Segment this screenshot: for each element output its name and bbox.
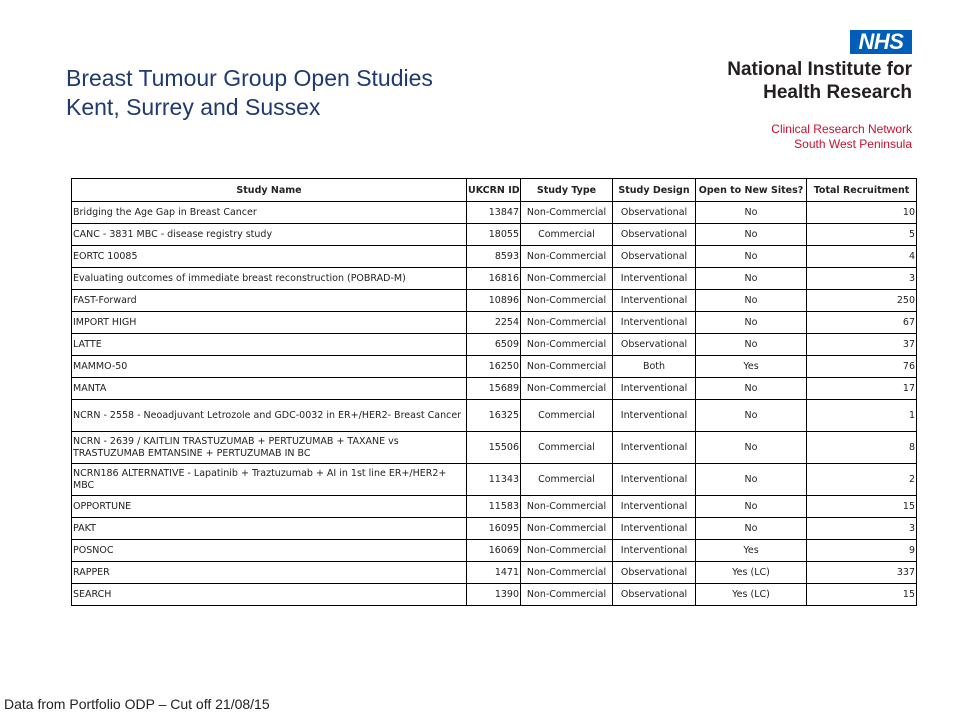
cell-study-type: Non-Commercial (521, 246, 613, 268)
table-row (72, 562, 917, 584)
cell-study-type: Non-Commercial (521, 312, 613, 334)
cell-study-name: MANTA (72, 378, 467, 400)
cell-study-name: OPPORTUNE (72, 496, 467, 518)
column-header-ukcrn-id: UKCRN ID (467, 179, 521, 202)
cell-study-design: Interventional (613, 540, 696, 562)
cell-open-to-new-sites: Yes (696, 356, 807, 378)
cell-open-to-new-sites: No (696, 224, 807, 246)
table-row (72, 400, 917, 432)
cell-study-name: Evaluating outcomes of immediate breast reconstruction (POBRAD-M) (72, 268, 467, 290)
crn-label (771, 122, 912, 152)
table-row (72, 334, 917, 356)
cell-open-to-new-sites: No (696, 432, 807, 464)
nihr-name (727, 58, 912, 104)
table-row (72, 246, 917, 268)
column-header-study-type: Study Type (521, 179, 613, 202)
cell-study-type: Non-Commercial (521, 562, 613, 584)
cell-study-design: Interventional (613, 464, 696, 496)
cell-study-design: Observational (613, 334, 696, 356)
cell-study-name: PAKT (72, 518, 467, 540)
cell-study-name: IMPORT HIGH (72, 312, 467, 334)
cell-study-type: Non-Commercial (521, 202, 613, 224)
page-title (66, 64, 433, 122)
cell-study-design: Interventional (613, 432, 696, 464)
cell-total-recruitment: 9 (807, 540, 917, 562)
studies-table (71, 178, 917, 606)
cell-study-name: SEARCH (72, 584, 467, 606)
cell-study-design: Interventional (613, 518, 696, 540)
cell-open-to-new-sites: No (696, 464, 807, 496)
cell-study-design: Observational (613, 224, 696, 246)
cell-open-to-new-sites: No (696, 202, 807, 224)
table-row (72, 432, 917, 464)
table-row (72, 290, 917, 312)
cell-open-to-new-sites: No (696, 312, 807, 334)
cell-study-name: POSNOC (72, 540, 467, 562)
cell-total-recruitment: 3 (807, 268, 917, 290)
cell-ukcrn-id: 2254 (467, 312, 521, 334)
cell-ukcrn-id: 18055 (467, 224, 521, 246)
data-source-note: Data from Portfolio ODP – Cut off 21/08/15 (4, 696, 270, 712)
page-title-line-2: Kent, Surrey and Sussex (66, 94, 321, 120)
table-row (72, 312, 917, 334)
cell-open-to-new-sites: No (696, 496, 807, 518)
table-row (72, 268, 917, 290)
cell-ukcrn-id: 15506 (467, 432, 521, 464)
page-title-line-1: Breast Tumour Group Open Studies (66, 65, 433, 91)
cell-ukcrn-id: 13847 (467, 202, 521, 224)
cell-open-to-new-sites: No (696, 246, 807, 268)
table-row (72, 378, 917, 400)
cell-total-recruitment: 8 (807, 432, 917, 464)
column-header-study-design: Study Design (613, 179, 696, 202)
cell-study-type: Commercial (521, 224, 613, 246)
column-header-study-name: Study Name (72, 179, 467, 202)
cell-study-name: MAMMO-50 (72, 356, 467, 378)
cell-study-design: Both (613, 356, 696, 378)
cell-ukcrn-id: 11583 (467, 496, 521, 518)
crn-label-line-2: South West Peninsula (794, 137, 912, 151)
cell-total-recruitment: 67 (807, 312, 917, 334)
table-row (72, 518, 917, 540)
cell-total-recruitment: 1 (807, 400, 917, 432)
cell-study-name: FAST-Forward (72, 290, 467, 312)
cell-study-type: Non-Commercial (521, 268, 613, 290)
cell-study-design: Interventional (613, 268, 696, 290)
cell-study-design: Observational (613, 562, 696, 584)
cell-study-type: Non-Commercial (521, 540, 613, 562)
cell-ukcrn-id: 15689 (467, 378, 521, 400)
table-row (72, 202, 917, 224)
table-header-row (72, 179, 917, 202)
cell-study-design: Observational (613, 246, 696, 268)
cell-study-type: Commercial (521, 464, 613, 496)
cell-open-to-new-sites: Yes (LC) (696, 584, 807, 606)
cell-study-design: Observational (613, 584, 696, 606)
cell-study-design: Observational (613, 202, 696, 224)
cell-study-name: CANC - 3831 MBC - disease registry study (72, 224, 467, 246)
cell-study-type: Non-Commercial (521, 334, 613, 356)
cell-ukcrn-id: 16325 (467, 400, 521, 432)
cell-study-type: Non-Commercial (521, 290, 613, 312)
cell-ukcrn-id: 6509 (467, 334, 521, 356)
crn-label-line-1: Clinical Research Network (771, 122, 912, 136)
table-row (72, 224, 917, 246)
cell-open-to-new-sites: No (696, 400, 807, 432)
cell-study-design: Interventional (613, 312, 696, 334)
cell-study-name: EORTC 10085 (72, 246, 467, 268)
cell-total-recruitment: 5 (807, 224, 917, 246)
cell-study-name: Bridging the Age Gap in Breast Cancer (72, 202, 467, 224)
nhs-badge: NHS (850, 30, 912, 54)
cell-ukcrn-id: 1471 (467, 562, 521, 584)
cell-study-name: NCRN - 2558 - Neoadjuvant Letrozole and GDC-0032 in ER+/HER2- Breast Cancer (72, 400, 467, 432)
cell-ukcrn-id: 1390 (467, 584, 521, 606)
cell-study-name: RAPPER (72, 562, 467, 584)
cell-study-name: NCRN186 ALTERNATIVE - Lapatinib + Traztuzumab + AI in 1st line ER+/HER2+ MBC (72, 464, 467, 496)
cell-total-recruitment: 15 (807, 584, 917, 606)
cell-open-to-new-sites: Yes (LC) (696, 562, 807, 584)
cell-study-design: Interventional (613, 400, 696, 432)
cell-ukcrn-id: 11343 (467, 464, 521, 496)
cell-ukcrn-id: 10896 (467, 290, 521, 312)
table-row (72, 584, 917, 606)
cell-study-design: Interventional (613, 496, 696, 518)
cell-study-type: Non-Commercial (521, 356, 613, 378)
cell-study-name: NCRN - 2639 / KAITLIN TRASTUZUMAB + PERTUZUMAB + TAXANE vs TRASTUZUMAB EMTANSINE + PERTUZUMAB IN BC (72, 432, 467, 464)
cell-total-recruitment: 3 (807, 518, 917, 540)
cell-study-type: Commercial (521, 400, 613, 432)
cell-total-recruitment: 76 (807, 356, 917, 378)
cell-study-type: Non-Commercial (521, 518, 613, 540)
cell-open-to-new-sites: No (696, 334, 807, 356)
column-header-total-recruitment: Total Recruitment (807, 179, 917, 202)
cell-open-to-new-sites: No (696, 518, 807, 540)
cell-open-to-new-sites: Yes (696, 540, 807, 562)
cell-open-to-new-sites: No (696, 268, 807, 290)
cell-total-recruitment: 250 (807, 290, 917, 312)
table-row (72, 496, 917, 518)
cell-total-recruitment: 37 (807, 334, 917, 356)
cell-ukcrn-id: 16816 (467, 268, 521, 290)
cell-study-design: Interventional (613, 378, 696, 400)
cell-total-recruitment: 17 (807, 378, 917, 400)
cell-total-recruitment: 2 (807, 464, 917, 496)
cell-ukcrn-id: 16069 (467, 540, 521, 562)
nihr-name-line-1: National Institute for (727, 59, 912, 80)
cell-open-to-new-sites: No (696, 378, 807, 400)
cell-total-recruitment: 15 (807, 496, 917, 518)
cell-study-name: LATTE (72, 334, 467, 356)
cell-ukcrn-id: 16250 (467, 356, 521, 378)
cell-open-to-new-sites: No (696, 290, 807, 312)
cell-total-recruitment: 337 (807, 562, 917, 584)
cell-ukcrn-id: 8593 (467, 246, 521, 268)
cell-study-type: Non-Commercial (521, 378, 613, 400)
cell-study-design: Interventional (613, 290, 696, 312)
cell-study-type: Non-Commercial (521, 584, 613, 606)
table-row (72, 356, 917, 378)
cell-study-type: Commercial (521, 432, 613, 464)
nihr-logo (706, 30, 916, 168)
cell-ukcrn-id: 16095 (467, 518, 521, 540)
cell-total-recruitment: 4 (807, 246, 917, 268)
nihr-name-line-2: Health Research (763, 82, 912, 103)
table-row (72, 540, 917, 562)
cell-total-recruitment: 10 (807, 202, 917, 224)
table-row (72, 464, 917, 496)
column-header-open-to-new-sites: Open to New Sites? (696, 179, 807, 202)
cell-study-type: Non-Commercial (521, 496, 613, 518)
